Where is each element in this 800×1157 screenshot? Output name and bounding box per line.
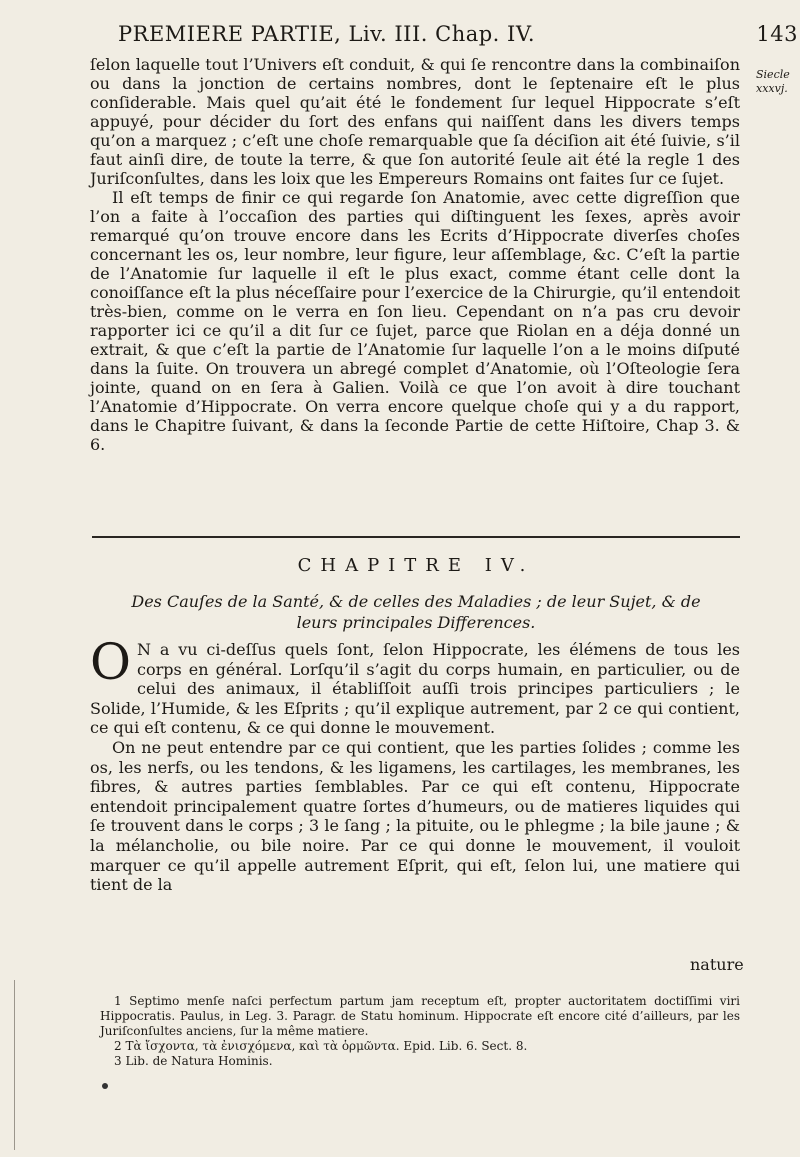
running-title: PREMIERE PARTIE, Liv. III. Chap. IV. <box>118 22 535 46</box>
chapter-title: CHAPITRE IV. <box>297 555 535 576</box>
footnote-2: 2 Τὰ ἴσχοντα, τὰ ἐνισχόμενα, καὶ τὰ ὁρμῶντα. Epid. Lib. 6. Sect. 8. <box>114 1039 528 1053</box>
ink-dot <box>102 1083 108 1089</box>
catchword: nature <box>690 955 744 974</box>
footnotes <box>100 994 740 1069</box>
margin-note <box>756 68 800 96</box>
chapter-paragraph-2: On ne peut entendre par ce qui contient, que les parties ſolides ; comme les os, les nerfs, ou les tendons, & les ligamens, les cartilages, les membranes, les fibres, & autres parties ſemblables. Par ce qui eſt contenu, Hippocrate entendoit principalement quatre ſortes d’humeurs, ou de matieres liquides qui ſe trouvent dans le corps ; 3 le ſang ; la pituite, ou le phlegme ; la bile jaune ; & la mélancholie, ou bile noire. Par ce qui donne le mouvement, il vouloit marquer ce qu’il appelle autrement Eſprit, qui eſt, ſelon lui, une matiere qui tient de la <box>90 737 740 895</box>
chapter-body <box>90 633 740 895</box>
margin-note-line2: xxxvj. <box>756 82 788 95</box>
body-paragraph-1: ſelon laquelle tout l’Univers eſt conduit, & qui ſe rencontre dans la combinaiſon ou dans la jonction de certains nombres, dont le ſeptenaire eſt le plus conſiderable. Mais quel qu’ait été le fondement ſur lequel Hippocrate s’eſt appuyé, pour décider du ſort des enfans qui naiſſent dans les divers temps qu’on a marquez ; c’eſt une choſe remarquable que ſa déciſion ait été ſuivie, s’il faut ainſi dire, de toute la terre, & que ſon autorité ſeule ait été la regle 1 des Juriſconſultes, dans les loix que les Empereurs Romains ont faites ſur ce ſujet. <box>90 55 740 188</box>
drop-cap: O <box>90 633 131 691</box>
page-number: 143 <box>756 22 798 46</box>
body-paragraph-2: Il eſt temps de finir ce qui regarde ſon Anatomie, avec cette digreſſion que l’on a faite à l’occaſion des parties qui diſtinguent les ſexes, après avoir remarqué qu’on trouve encore dans les Ecrits d’Hippocrate diverſes choſes concernant les os, leur nombre, leur figure, leur aſſemblage, &c. C’eſt la partie de l’Anatomie ſur laquelle il eſt le plus exact, comme étant celle dont la conoiſſance eſt la plus néceſſaire pour l’exercice de la Chirurgie, qu’il entendoit très-bien, comme on le verra en ſon lieu. Cependant on n’a pas cru devoir rapporter ici ce qu’il a dit ſur ce ſujet, parce que Riolan en a déja donné un extrait, & que c’eſt la partie de l’Anatomie ſur laquelle l’on a le moins diſputé dans la ſuite. On trouvera un abregé complet d’Anatomie, où l’Oſteologie ſera jointe, quand on en ſera à Galien. Voilà ce que l’on avoit à dire touchant l’Anatomie d’Hippocrate. On verra encore quelque choſe qui y a du rapport, dans le Chapitre ſuivant, & dans la ſeconde Partie de cette Hiſtoire, Chap 3. & 6. <box>90 188 740 454</box>
footnote-1: 1 Septimo menſe naſci perfectum partum jam receptum eſt, propter auctoritatem doctiſſimi viri Hippocratis. Paulus, in Leg. 3. Paragr. de Statu hominum. Hippocrate eſt encore cité d’ailleurs, par les Juriſconſultes anciens, ſur la même matiere. <box>100 994 740 1038</box>
footnote-3: 3 Lib. de Natura Hominis. <box>114 1054 273 1068</box>
margin-note-line1: Siecle <box>756 68 790 81</box>
section-rule <box>92 536 740 538</box>
chapter-paragraph-1-text: N a vu ci-deſſus quels ſont, ſelon Hippocrate, les élémens de tous les corps en général. Lorſqu’il s’agit du corps humain, en particulier, ou de celui des animaux, il établiſſoit auſſi trois principes particuliers ; le Solide, l’Humide, & les Eſprits ; qu’il explique autrement, par 2 ce qui contient, ce qui eſt contenu, & ce qui donne le mouvement. <box>90 640 740 738</box>
running-header <box>118 22 798 46</box>
body-text <box>90 55 740 454</box>
chapter-paragraph-1 <box>90 633 740 738</box>
page-edge-line <box>14 980 15 1150</box>
chapter-subtitle: Des Cauſes de la Santé, & de celles des Maladies ; de leur Sujet, & de leurs principales Differences. <box>131 592 701 632</box>
